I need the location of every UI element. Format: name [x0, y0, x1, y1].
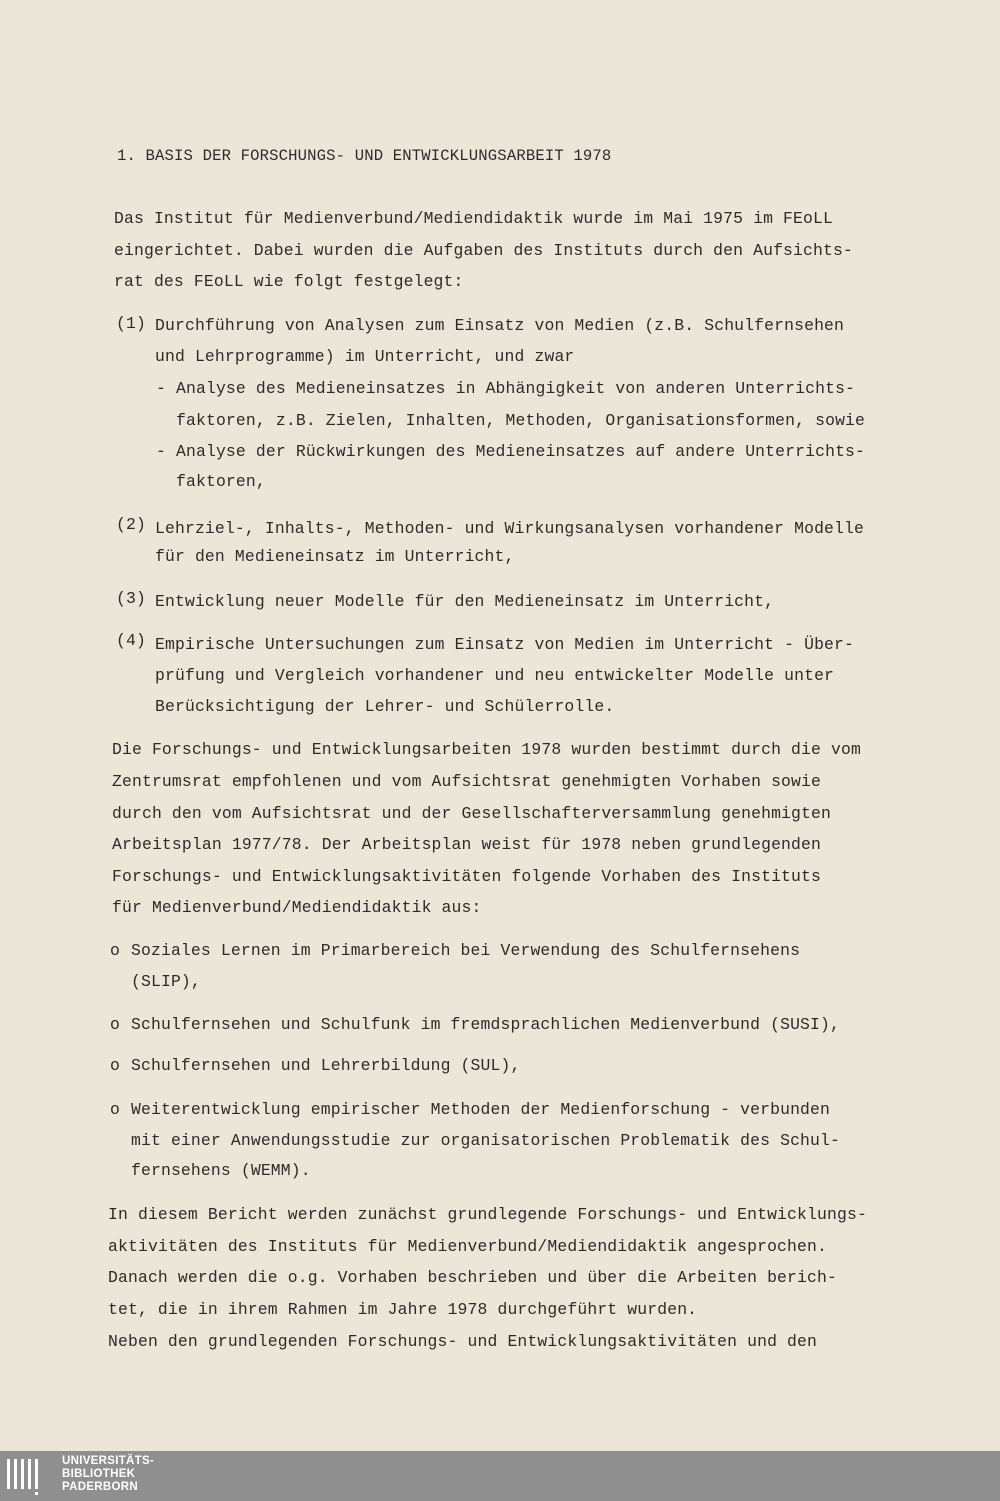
- text-line: Forschungs- und Entwicklungsaktivitäten folgende Vorhaben des Instituts: [112, 867, 822, 886]
- bullet-marker: o: [110, 1056, 120, 1075]
- text-line: Lehrziel-, Inhalts-, Methoden- und Wirkungsanalysen vorhandener Modelle: [155, 519, 865, 538]
- text-line: Danach werden die o.g. Vorhaben beschrieben und über die Arbeiten berich-: [108, 1268, 837, 1287]
- text-line: Weiterentwicklung empirischer Methoden der Medienforschung - verbunden: [131, 1100, 831, 1119]
- text-line: Soziales Lernen im Primarbereich bei Verwendung des Schulfernsehens: [131, 941, 801, 960]
- task-number: (3): [116, 589, 146, 608]
- text-line: In diesem Bericht werden zunächst grundlegende Forschungs- und Entwicklungs-: [108, 1205, 867, 1224]
- text-line: aktivitäten des Instituts für Medienverbund/Mediendidaktik angesprochen.: [108, 1237, 827, 1256]
- text-line: durch den vom Aufsichtsrat und der Gesellschafterversammlung genehmigten: [112, 804, 831, 823]
- library-name: [62, 1455, 154, 1494]
- text-line: (SLIP),: [131, 972, 201, 991]
- text-line: Zentrumsrat empfohlenen und vom Aufsichtsrat genehmigten Vorhaben sowie: [112, 772, 822, 791]
- bullet-marker: o: [110, 1100, 120, 1119]
- text-line: Berücksichtigung der Lehrer- und Schülerrolle.: [155, 697, 615, 716]
- text-line: Entwicklung neuer Modelle für den Medieneinsatz im Unterricht,: [155, 592, 775, 611]
- text-line: Empirische Untersuchungen zum Einsatz von Medien im Unterricht - Über-: [155, 635, 855, 654]
- section-heading: 1. BASIS DER FORSCHUNGS- UND ENTWICKLUNGSARBEIT 1978: [117, 147, 612, 165]
- text-line: Neben den grundlegenden Forschungs- und Entwicklungsaktivitäten und den: [108, 1332, 818, 1351]
- text-line: Analyse des Medieneinsatzes in Abhängigkeit von anderen Unterrichts-: [176, 379, 856, 398]
- text-line: faktoren, z.B. Zielen, Inhalten, Methoden, Organisationsformen, sowie: [176, 411, 866, 430]
- dash-marker: -: [156, 442, 166, 461]
- text-line: und Lehrprogramme) im Unterricht, und zwar: [155, 347, 575, 366]
- task-number: (1): [116, 314, 146, 333]
- text-line: mit einer Anwendungsstudie zur organisatorischen Problematik des Schul-: [131, 1131, 841, 1150]
- dash-marker: -: [156, 379, 166, 398]
- bullet-marker: o: [110, 1015, 120, 1034]
- text-line: rat des FEoLL wie folgt festgelegt:: [114, 272, 464, 291]
- text-line: Schulfernsehen und Lehrerbildung (SUL),: [131, 1056, 521, 1075]
- text-line: Schulfernsehen und Schulfunk im fremdsprachlichen Medienverbund (SUSI),: [131, 1015, 841, 1034]
- text-line: Arbeitsplan 1977/78. Der Arbeitsplan weist für 1978 neben grundlegenden: [112, 835, 822, 854]
- text-line: faktoren,: [176, 472, 266, 491]
- library-logo-icon: [5, 1457, 45, 1497]
- text-line: Durchführung von Analysen zum Einsatz von Medien (z.B. Schulfernsehen: [155, 316, 845, 335]
- text-line: Das Institut für Medienverbund/Mediendidaktik wurde im Mai 1975 im FEoLL: [114, 209, 833, 228]
- library-name-line: PADERBORN: [62, 1481, 138, 1493]
- text-line: prüfung und Vergleich vorhandener und neu entwickelter Modelle unter: [155, 666, 835, 685]
- task-number: (4): [116, 631, 146, 650]
- bullet-marker: o: [110, 941, 120, 960]
- text-line: für den Medieneinsatz im Unterricht,: [155, 547, 515, 566]
- library-name-line: UNIVERSITÄTS-: [62, 1455, 155, 1467]
- text-line: Die Forschungs- und Entwicklungsarbeiten 1978 wurden bestimmt durch die vom: [112, 740, 861, 759]
- library-name-line: BIBLIOTHEK: [62, 1468, 136, 1480]
- text-line: eingerichtet. Dabei wurden die Aufgaben des Instituts durch den Aufsichts-: [114, 241, 853, 260]
- text-line: Analyse der Rückwirkungen des Medieneinsatzes auf andere Unterrichts-: [176, 442, 866, 461]
- text-line: fernsehens (WEMM).: [131, 1161, 311, 1180]
- library-footer: [0, 1451, 1000, 1501]
- task-number: (2): [116, 515, 146, 534]
- text-line: für Medienverbund/Mediendidaktik aus:: [112, 898, 482, 917]
- text-line: tet, die in ihrem Rahmen im Jahre 1978 durchgeführt wurden.: [108, 1300, 698, 1319]
